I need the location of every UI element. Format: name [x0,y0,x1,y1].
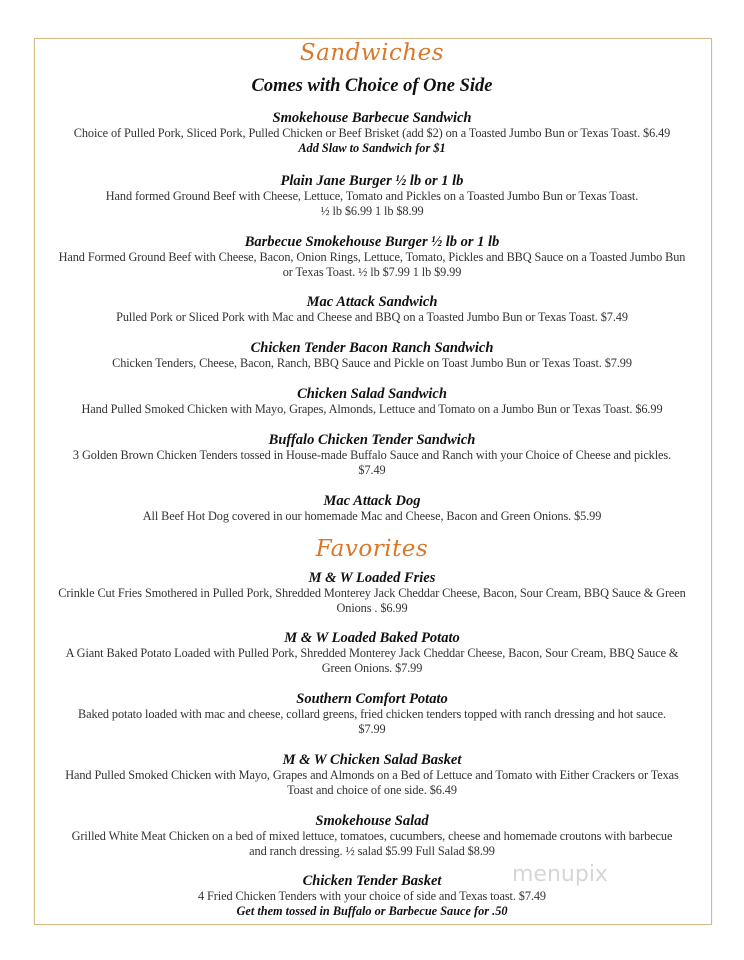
item-description: Onions . $6.99 [336,601,408,616]
sandwiches-menu-item [36,493,708,524]
item-description: Hand Pulled Smoked Chicken with Mayo, Grapes, Almonds, Lettuce and Tomato on a Jumbo Bun or Texas Toast. $6.99 [81,402,663,416]
item-note: Add Slaw to Sandwich for $1 [298,141,446,156]
sandwiches-heading: Sandwiches [299,40,445,66]
item-description: 4 Fried Chicken Tenders with your choice of side and Texas toast. $7.49 [198,889,546,903]
item-description: Chicken Tenders, Cheese, Bacon, Ranch, BBQ Sauce and Pickle on Toast Jumbo Bun or Texas Toast. $7.99 [112,356,632,370]
item-description: Toast and choice of one side. $6.49 [287,783,457,798]
item-name: Mac Attack Dog [323,493,421,509]
item-name: Chicken Tender Basket [302,873,442,889]
item-description: Grilled White Meat Chicken on a bed of mixed lettuce, tomatoes, cucumbers, cheese and homemade croutons with barbecue [71,829,673,843]
sandwiches-menu-item [36,340,708,371]
item-name: Plain Jane Burger ½ lb or 1 lb [280,173,464,189]
item-description: $7.99 [358,722,386,737]
item-name: M & W Loaded Fries [308,570,436,586]
item-description: ½ lb $6.99 1 lb $8.99 [320,204,424,219]
item-description: or Texas Toast. ½ lb $7.99 1 lb $9.99 [282,265,462,280]
sandwiches-menu-item [36,234,708,281]
sandwiches-menu-item [36,386,708,417]
item-description: Pulled Pork or Sliced Pork with Mac and Cheese and BBQ on a Toasted Jumbo Bun or Texas Toast. $7.49 [116,310,628,324]
item-description: A Giant Baked Potato Loaded with Pulled Pork, Shredded Monterey Jack Cheddar Cheese, Bacon, Sour Cream, BBQ Sauce & [65,646,679,660]
item-name: Southern Comfort Potato [296,691,448,707]
menupix-watermark: menupix [512,862,608,887]
item-description: and ranch dressing. ½ salad $5.99 Full Salad $8.99 [249,844,495,859]
favorites-menu-item [36,813,708,860]
favorites-menu-item [36,630,708,677]
sandwiches-subtitle: Comes with Choice of One Side [251,76,493,96]
item-name: Buffalo Chicken Tender Sandwich [268,432,476,448]
item-name: Smokehouse Barbecue Sandwich [272,110,472,126]
item-description: Baked potato loaded with mac and cheese, collard greens, fried chicken tenders topped with ranch dressing and hot sauce. [78,707,666,721]
sandwiches-menu-item [36,173,708,220]
item-name: M & W Chicken Salad Basket [282,752,462,768]
favorites-menu-item [36,691,708,738]
item-description: Hand Formed Ground Beef with Cheese, Bacon, Onion Rings, Lettuce, Tomato, Pickles and BBQ Sauce on a Toasted Jumbo Bun [58,250,686,264]
item-description: Hand formed Ground Beef with Cheese, Lettuce, Tomato and Pickles on a Toasted Jumbo Bun or Texas Toast. [105,189,639,203]
item-description: 3 Golden Brown Chicken Tenders tossed in House-made Buffalo Sauce and Ranch with your Choice of Cheese and pickles. [72,448,672,462]
item-note: Get them tossed in Buffalo or Barbecue Sauce for .50 [236,904,508,919]
sandwiches-menu-item [36,110,708,157]
favorites-menu-item [36,752,708,799]
item-name: Barbecue Smokehouse Burger ½ lb or 1 lb [244,234,500,250]
item-name: Chicken Tender Bacon Ranch Sandwich [250,340,494,356]
item-description: $7.49 [358,463,386,478]
favorites-heading: Favorites [315,536,429,562]
item-description: Green Onions. $7.99 [321,661,423,676]
item-description: Crinkle Cut Fries Smothered in Pulled Pork, Shredded Monterey Jack Cheddar Cheese, Bacon, Sour Cream, BBQ Sauce & Green [58,586,686,600]
item-description: All Beef Hot Dog covered in our homemade Mac and Cheese, Bacon and Green Onions. $5.99 [142,509,602,523]
item-name: Smokehouse Salad [315,813,429,829]
item-name: Mac Attack Sandwich [306,294,438,310]
item-name: Chicken Salad Sandwich [297,386,447,402]
item-description: Choice of Pulled Pork, Sliced Pork, Pulled Chicken or Beef Brisket (add $2) on a Toasted Jumbo Bun or Texas Toast. $6.49 [73,126,671,140]
sandwiches-menu-item [36,294,708,325]
sandwiches-menu-item [36,432,708,479]
item-name: M & W Loaded Baked Potato [284,630,460,646]
favorites-menu-item [36,570,708,617]
item-description: Hand Pulled Smoked Chicken with Mayo, Grapes and Almonds on a Bed of Lettuce and Tomato with Either Crackers or Texas [65,768,679,782]
